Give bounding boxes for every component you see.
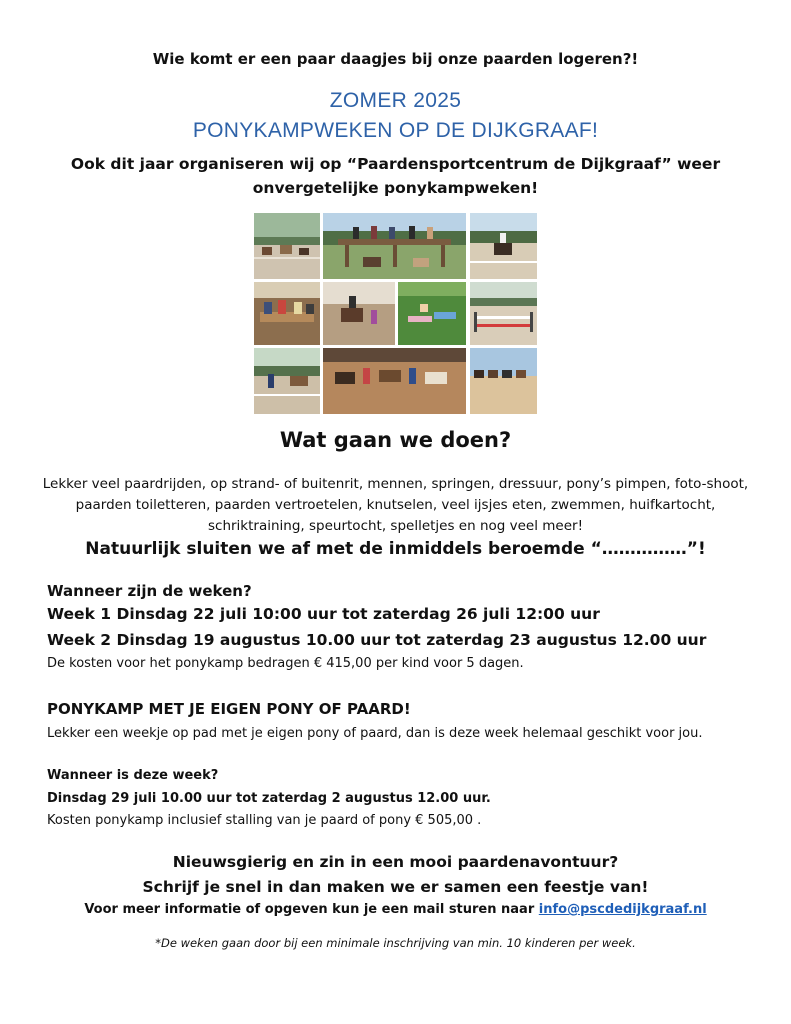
activities-text: Lekker veel paardrijden, op strand- of buitenrit, mennen, springen, dressuur, pony’s pimpen, foto-shoot, paarden toiletteren, paarden vertroetelen, knutselen, veel ijsjes eten, zwemmen, huifkartocht, schriktraining, speurtocht, spelletjes en nog veel meer! [42,476,749,534]
own-pony-cost: Kosten ponykamp inclusief stalling van je paard of pony € 505,00 . [47,813,482,828]
own-pony-question: Wanneer is deze week? [47,768,219,783]
photo-picnic-table [254,282,320,345]
closing-signup: Schrijf je snel in dan maken we er samen een feestje van! [142,878,649,896]
title-year: ZOMER 2025 [329,89,462,112]
photo-beach-ride [470,348,537,414]
subtitle-line-2: onvergetelijke ponykampweken! [252,179,539,197]
photo-bridge-group [323,213,466,279]
footnote: *De weken gaan door bij een minimale inschrijving van min. 10 kinderen per week. [155,936,636,950]
email-link[interactable]: info@pscdedijkgraaf.nl [538,902,707,917]
photo-collage [254,213,537,414]
more-info-text: Voor meer informatie of opgeven kun je een mail sturen naar [84,902,539,917]
finale-text: Natuurlijk sluiten we af met de inmiddels beroemde “……………”! [85,539,706,559]
page-title: PONYKAMPWEKEN OP DE DIJKGRAAF! [192,119,599,142]
photo-indoor-riding [323,282,395,345]
subtitle-line-1: Ook dit jaar organiseren wij op “Paardensportcentrum de Dijkgraaf” weer [70,155,721,173]
own-pony-description: Lekker een weekje op pad met je eigen pony of paard, dan is deze week helemaal geschikt voor jou. [47,726,703,741]
photo-horses-arena [254,213,320,279]
section-heading-activities: Wat gaan we doen? [279,428,512,452]
week-1-dates: Week 1 Dinsdag 22 juli 10:00 uur tot zaterdag 26 juli 12:00 uur [47,605,600,623]
week-2-dates: Week 2 Dinsdag 19 augustus 10.00 uur tot zaterdag 23 augustus 12.00 uur [47,631,707,649]
more-info-line [0,902,791,917]
photo-arena-group [323,348,466,414]
own-pony-dates: Dinsdag 29 juli 10.00 uur tot zaterdag 2 augustus 12.00 uur. [47,791,491,806]
closing-curious: Nieuwsgierig en zin in een mooi paardenavontuur? [172,853,619,871]
own-pony-title: PONYKAMP MET JE EIGEN PONY OF PAARD! [47,700,411,718]
camp-cost: De kosten voor het ponykamp bedragen € 415,00 per kind voor 5 dagen. [47,656,524,671]
intro-line: Wie komt er een paar daagjes bij onze paarden logeren?! [152,50,639,68]
photo-horse-rider-field [470,213,537,279]
photo-child-arena [254,348,320,414]
weeks-question: Wanneer zijn de weken? [47,582,252,600]
photo-jumping-poles [470,282,537,345]
subtitle [0,152,791,200]
photo-kids-lawn [398,282,466,345]
